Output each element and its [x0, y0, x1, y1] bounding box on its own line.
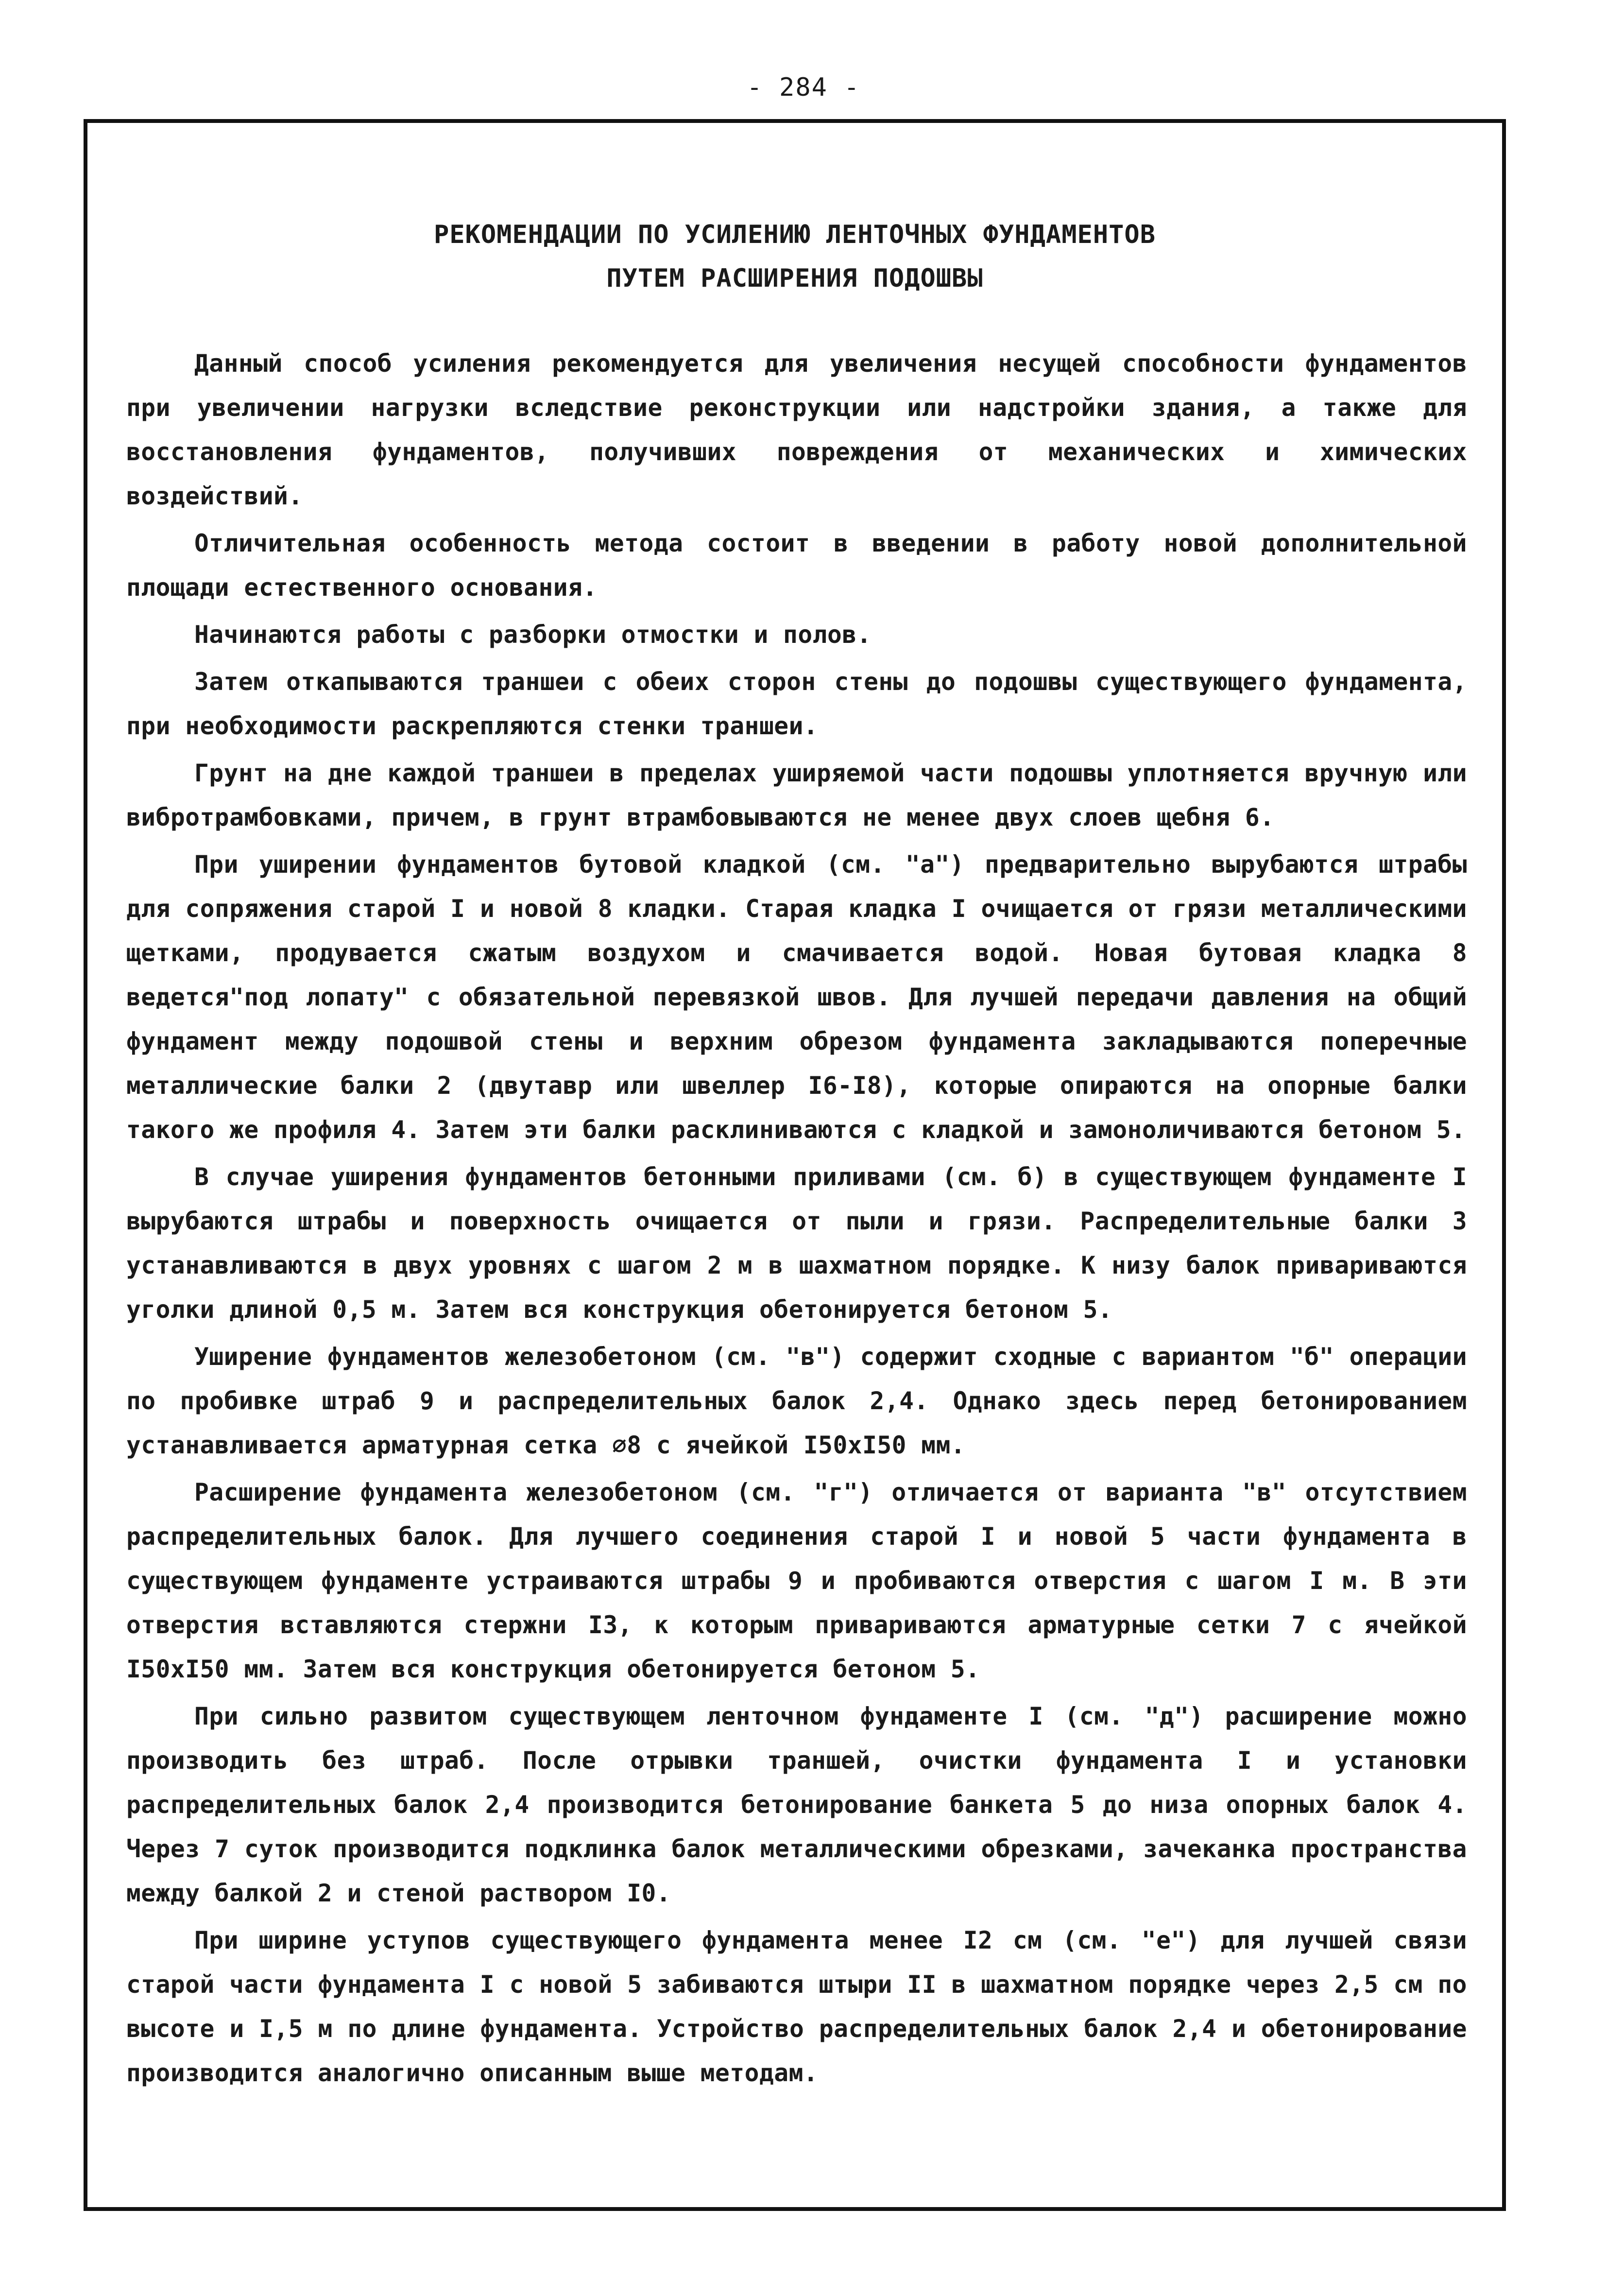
paragraph: При сильно развитом существующем ленточном фундаменте I (см. "д") расширение можно производить без штраб. После отрывки траншей, очистки фундамента I и установки распределительных балок 2,4 производится бетонирование банкета 5 до низа опорных балок 4. Через 7 суток производится подклинка балок металлическими обрезками, зачеканка пространства между балкой 2 и стеной раствором I0. — [126, 1702, 1467, 1907]
page-number: - 284 - — [747, 73, 860, 102]
paragraph: Затем откапываются траншеи с обеих сторон стены до подошвы существующего фундамента, при необходимости раскрепляются стенки траншеи. — [126, 668, 1467, 740]
paragraph: Данный способ усиления рекомендуется для увеличения несущей способности фундаментов при увеличении нагрузки вследствие реконструкции или надстройки здания, а также для восстановления фундаментов, получивших повреждения от механических и химических воздействий. — [126, 349, 1467, 510]
paragraph: При уширении фундаментов бутовой кладкой (см. "а") предварительно вырубаются штрабы для сопряжения старой I и новой 8 кладки. Старая кладка I очищается от грязи металлическими щетками, продувается сжатым воздухом и смачивается водой. Новая бутовая кладка 8 ведется"под лопату" с обязательной перевязкой швов. Для лучшей передачи давления на общий фундамент между подошвой стены и верхним обрезом фундамента закладываются поперечные металлические балки 2 (двутавр или швеллер I6-I8), которые опираются на опорные балки такого же профиля 4. Затем эти балки расклиниваются с кладкой и замоноличиваются бетоном 5. — [126, 850, 1467, 1144]
paragraph: Грунт на дне каждой траншеи в пределах уширяемой части подошвы уплотняется вручную или вибротрамбовками, причем, в грунт втрамбовываются не менее двух слоев щебня 6. — [126, 759, 1467, 831]
paragraph: Отличительная особенность метода состоит в введении в работу новой дополнительной площади естественного основания. — [126, 529, 1467, 602]
paragraph: Начинаются работы с разборки отмостки и полов. — [194, 621, 872, 649]
document-title-line-1: РЕКОМЕНДАЦИИ ПО УСИЛЕНИЮ ЛЕНТОЧНЫХ ФУНДАМЕНТОВ — [433, 220, 1156, 249]
paragraph: При ширине уступов существующего фундамента менее I2 см (см. "е") для лучшей связи старой части фундамента I с новой 5 забиваются штыри II в шахматном порядке через 2,5 см по высоте и I,5 м по длине фундамента. Устройство распределительных балок 2,4 и обетонирование производится аналогично описанным выше методам. — [126, 1926, 1467, 2087]
paragraph: Расширение фундамента железобетоном (см. "г") отличается от варианта "в" отсутствием распределительных балок. Для лучшего соединения старой I и новой 5 части фундамента в существующем фундаменте устраиваются штрабы 9 и пробиваются отверстия с шагом I м. В эти отверстия вставляются стержни I3, к которым привариваются арматурные сетки 7 с ячейкой I50xI50 мм. Затем вся конструкция обетонируется бетоном 5. — [126, 1478, 1467, 1683]
body-text — [126, 342, 1467, 2095]
document-title-line-2: ПУТЕМ РАСШИРЕНИЯ ПОДОШВЫ — [606, 264, 983, 293]
paragraph: Уширение фундаментов железобетоном (см. "в") содержит сходные с вариантом "б" операции по пробивке штраб 9 и распределительных балок 2,4. Однако здесь перед бетонированием устанавливается арматурная сетка ⌀8 с ячейкой I50xI50 мм. — [126, 1343, 1467, 1459]
paragraph: В случае уширения фундаментов бетонными приливами (см. б) в существующем фундаменте I вырубаются штрабы и поверхность очищается от пыли и грязи. Распределительные балки 3 устанавливаются в двух уровнях с шагом 2 м в шахматном порядке. К низу балок привариваются уголки длиной 0,5 м. Затем вся конструкция обетонируется бетоном 5. — [126, 1163, 1467, 1324]
page-frame — [84, 119, 1506, 2211]
